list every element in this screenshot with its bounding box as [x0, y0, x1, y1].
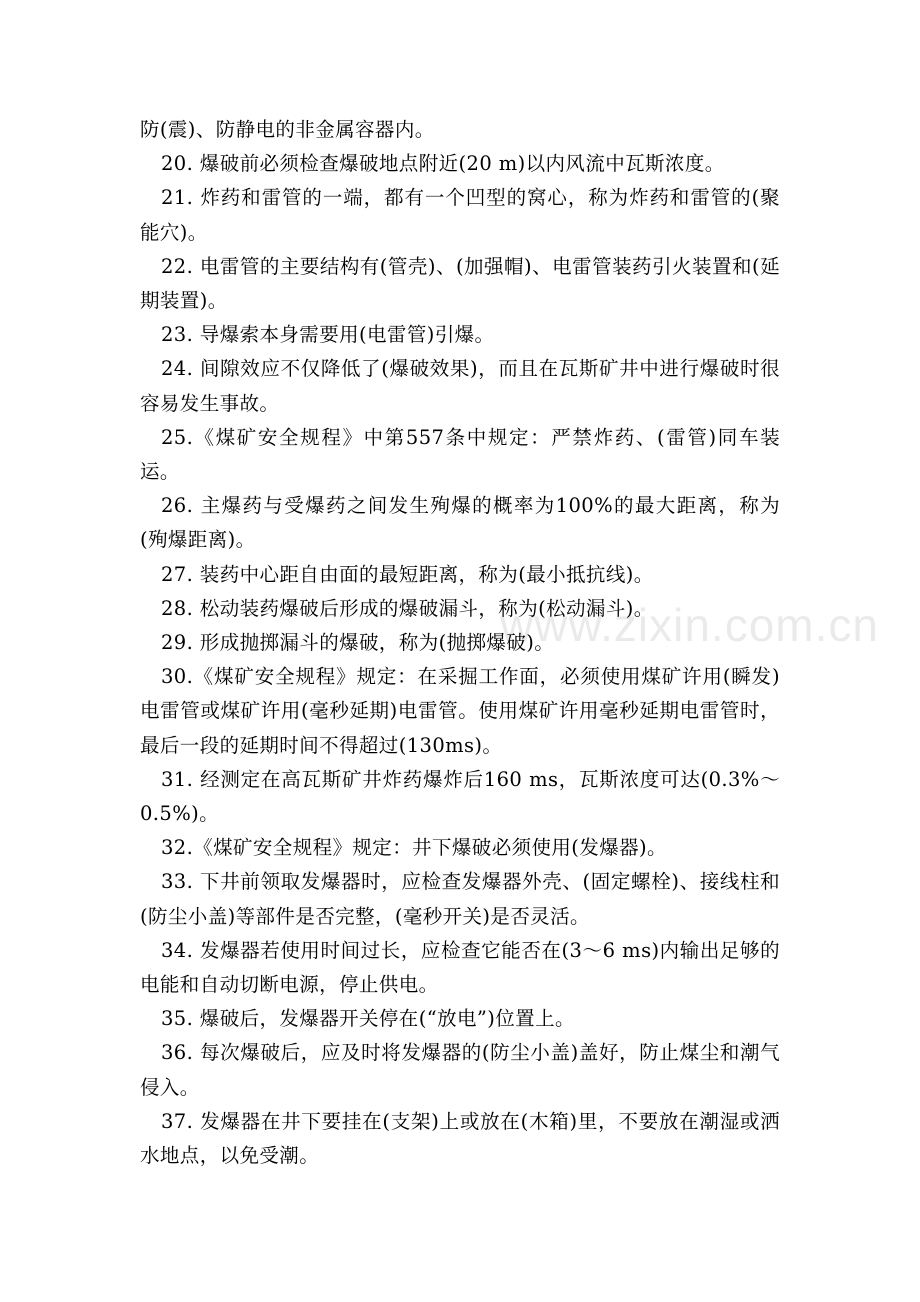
- document-body: [140, 113, 780, 1173]
- paragraph-item-29: 29. 形成抛掷漏斗的爆破，称为(抛掷爆破)。: [161, 631, 555, 655]
- paragraph-item-28: 28. 松动装药爆破后形成的爆破漏斗，称为(松动漏斗)。: [161, 596, 654, 620]
- paragraph-item-36: 36. 每次爆破后，应及时将发爆器的(防尘小盖)盖好，防止煤尘和潮气侵入。: [140, 1041, 780, 1099]
- paragraph-item-30: 30.《煤矿安全规程》规定：在采掘工作面，必须使用煤矿许用(瞬发)电雷管或煤矿许用(毫秒延期)电雷管。使用煤矿许用毫秒延期电雷管时，最后一段的延期时间不得超过(130ms)。: [140, 665, 780, 757]
- paragraph-continuation: 防(震)、防静电的非金属容器内。: [140, 118, 435, 141]
- paragraph-item-35: 35. 爆破后，发爆器开关停在(“放电”)位置上。: [161, 1007, 575, 1031]
- paragraph-item-31: 31. 经测定在高瓦斯矿井炸药爆炸后160 ms，瓦斯浓度可达(0.3%～0.5%)。: [140, 767, 780, 826]
- paragraph-item-26: 26. 主爆药与受爆药之间发生殉爆的概率为100%的最大距离，称为(殉爆距离)。: [140, 494, 780, 552]
- paragraph-item-24: 24. 间隙效应不仅降低了(爆破效果)，而且在瓦斯矿井中进行爆破时很容易发生事故。: [140, 357, 780, 415]
- paragraph-item-25: 25.《煤矿安全规程》中第557条中规定：严禁炸药、(雷管)同车装运。: [140, 425, 780, 484]
- paragraph-item-32: 32.《煤矿安全规程》规定：井下爆破必须使用(发爆器)。: [161, 836, 667, 860]
- paragraph-item-22: 22. 电雷管的主要结构有(管壳)、(加强帽)、电雷管装药引火装置和(延期装置)。: [140, 254, 780, 313]
- paragraph-item-37: 37. 发爆器在井下要挂在(支架)上或放在(木箱)里，不要放在潮湿或洒水地点，以免受潮。: [140, 1109, 780, 1168]
- paragraph-item-21: 21. 炸药和雷管的一端，都有一个凹型的窝心，称为炸药和雷管的(聚能穴)。: [140, 186, 780, 244]
- paragraph-item-20: 20. 爆破前必须检查爆破地点附近(20 m)以内风流中瓦斯浓度。: [161, 152, 725, 176]
- paragraph-item-23: 23. 导爆索本身需要用(电雷管)引爆。: [161, 323, 495, 347]
- watermark: www.zixin.com.cn: [500, 599, 879, 651]
- paragraph-item-34: 34. 发爆器若使用时间过长，应检查它能否在(3～6 ms)内输出足够的电能和自动切断电源，停止供电。: [140, 938, 780, 997]
- paragraph-item-33: 33. 下井前领取发爆器时，应检查发爆器外壳、(固定螺栓)、接线柱和(防尘小盖)等部件是否完整，(毫秒开关)是否灵活。: [140, 870, 780, 928]
- paragraph-item-27: 27. 装药中心距自由面的最短距离，称为(最小抵抗线)。: [161, 562, 654, 586]
